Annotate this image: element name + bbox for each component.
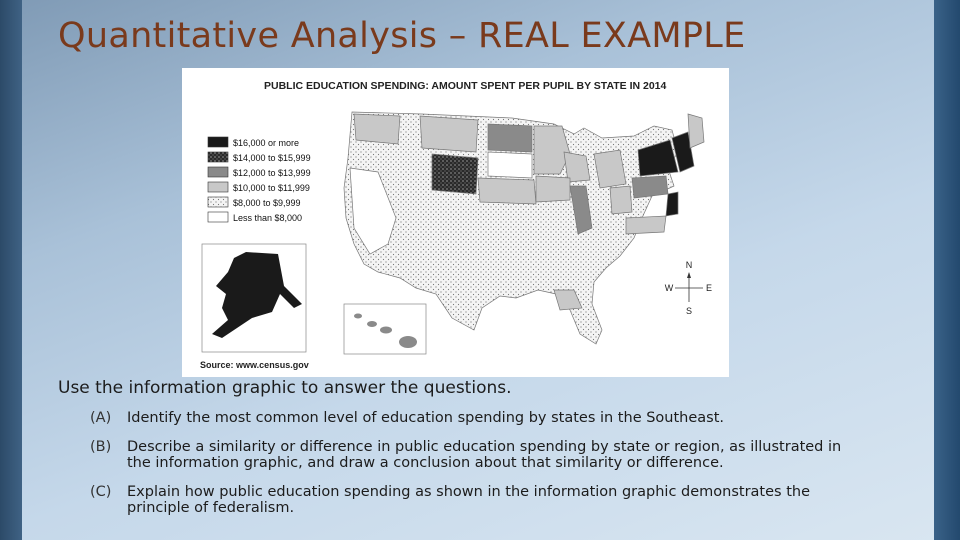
compass-south: S [685,306,693,316]
legend-swatch-below-8000 [208,212,228,222]
compass-west: W [664,283,674,293]
slide-left-edge [0,0,22,540]
question-text: Explain how public education spending as shown in the information graphic demonstrates the principle of federalism. [127,484,810,516]
question-text: Identify the most common level of education spending by states in the Southeast. [127,410,725,426]
question-text: Describe a similarity or difference in public education spending by state or region, as illustrated in the information graphic, and draw a conclusion about that similarity or difference. [127,439,842,471]
question-list [90,410,850,529]
question-prompt: Use the information graphic to answer the questions. [58,378,512,398]
map-source: Source: www.census.gov [200,360,309,370]
state-new-jersey-maryland [666,192,678,216]
state-montana [420,116,478,152]
state-maine [688,114,704,148]
legend-swatch-8000 [208,197,228,207]
legend-label-12000: $12,000 to $13,999 [233,168,311,178]
legend-swatch-10000 [208,182,228,192]
state-pennsylvania [632,176,668,198]
legend-swatch-14000 [208,152,228,162]
state-virginia [626,216,666,234]
map-legend [208,137,311,223]
slide-title: Quantitative Analysis – REAL EXAMPLE [58,16,746,56]
state-iowa [536,176,570,202]
legend-swatch-12000 [208,167,228,177]
legend-label-8000: $8,000 to $9,999 [233,198,301,208]
state-ohio [610,186,632,214]
legend-label-16000-plus: $16,000 or more [233,138,300,148]
compass-rose [665,260,712,316]
education-spending-map [182,68,729,377]
hawaii-inset [344,304,426,354]
state-nebraska [478,178,536,204]
map-title: PUBLIC EDUCATION SPENDING: AMOUNT SPENT PER PUPIL BY STATE IN 2014 [264,80,667,92]
question-letter: (C) [90,484,112,500]
alaska-inset [202,244,306,352]
state-wyoming [432,154,478,194]
legend-label-10000: $10,000 to $11,999 [233,183,310,193]
state-wisconsin [564,152,590,182]
slide-right-edge [934,0,960,540]
state-michigan [594,150,626,188]
question-letter: (B) [90,439,112,455]
question-item [90,484,850,516]
compass-north: N [685,260,693,270]
question-item [90,410,850,426]
question-item [90,439,850,471]
legend-swatch-16000-plus [208,137,228,147]
state-north-dakota [488,124,532,152]
question-letter: (A) [90,410,112,426]
legend-label-14000: $14,000 to $15,999 [233,153,311,163]
legend-label-below-8000: Less than $8,000 [233,213,303,223]
state-washington [354,114,400,144]
compass-east: E [705,283,713,293]
state-south-dakota [488,152,532,178]
